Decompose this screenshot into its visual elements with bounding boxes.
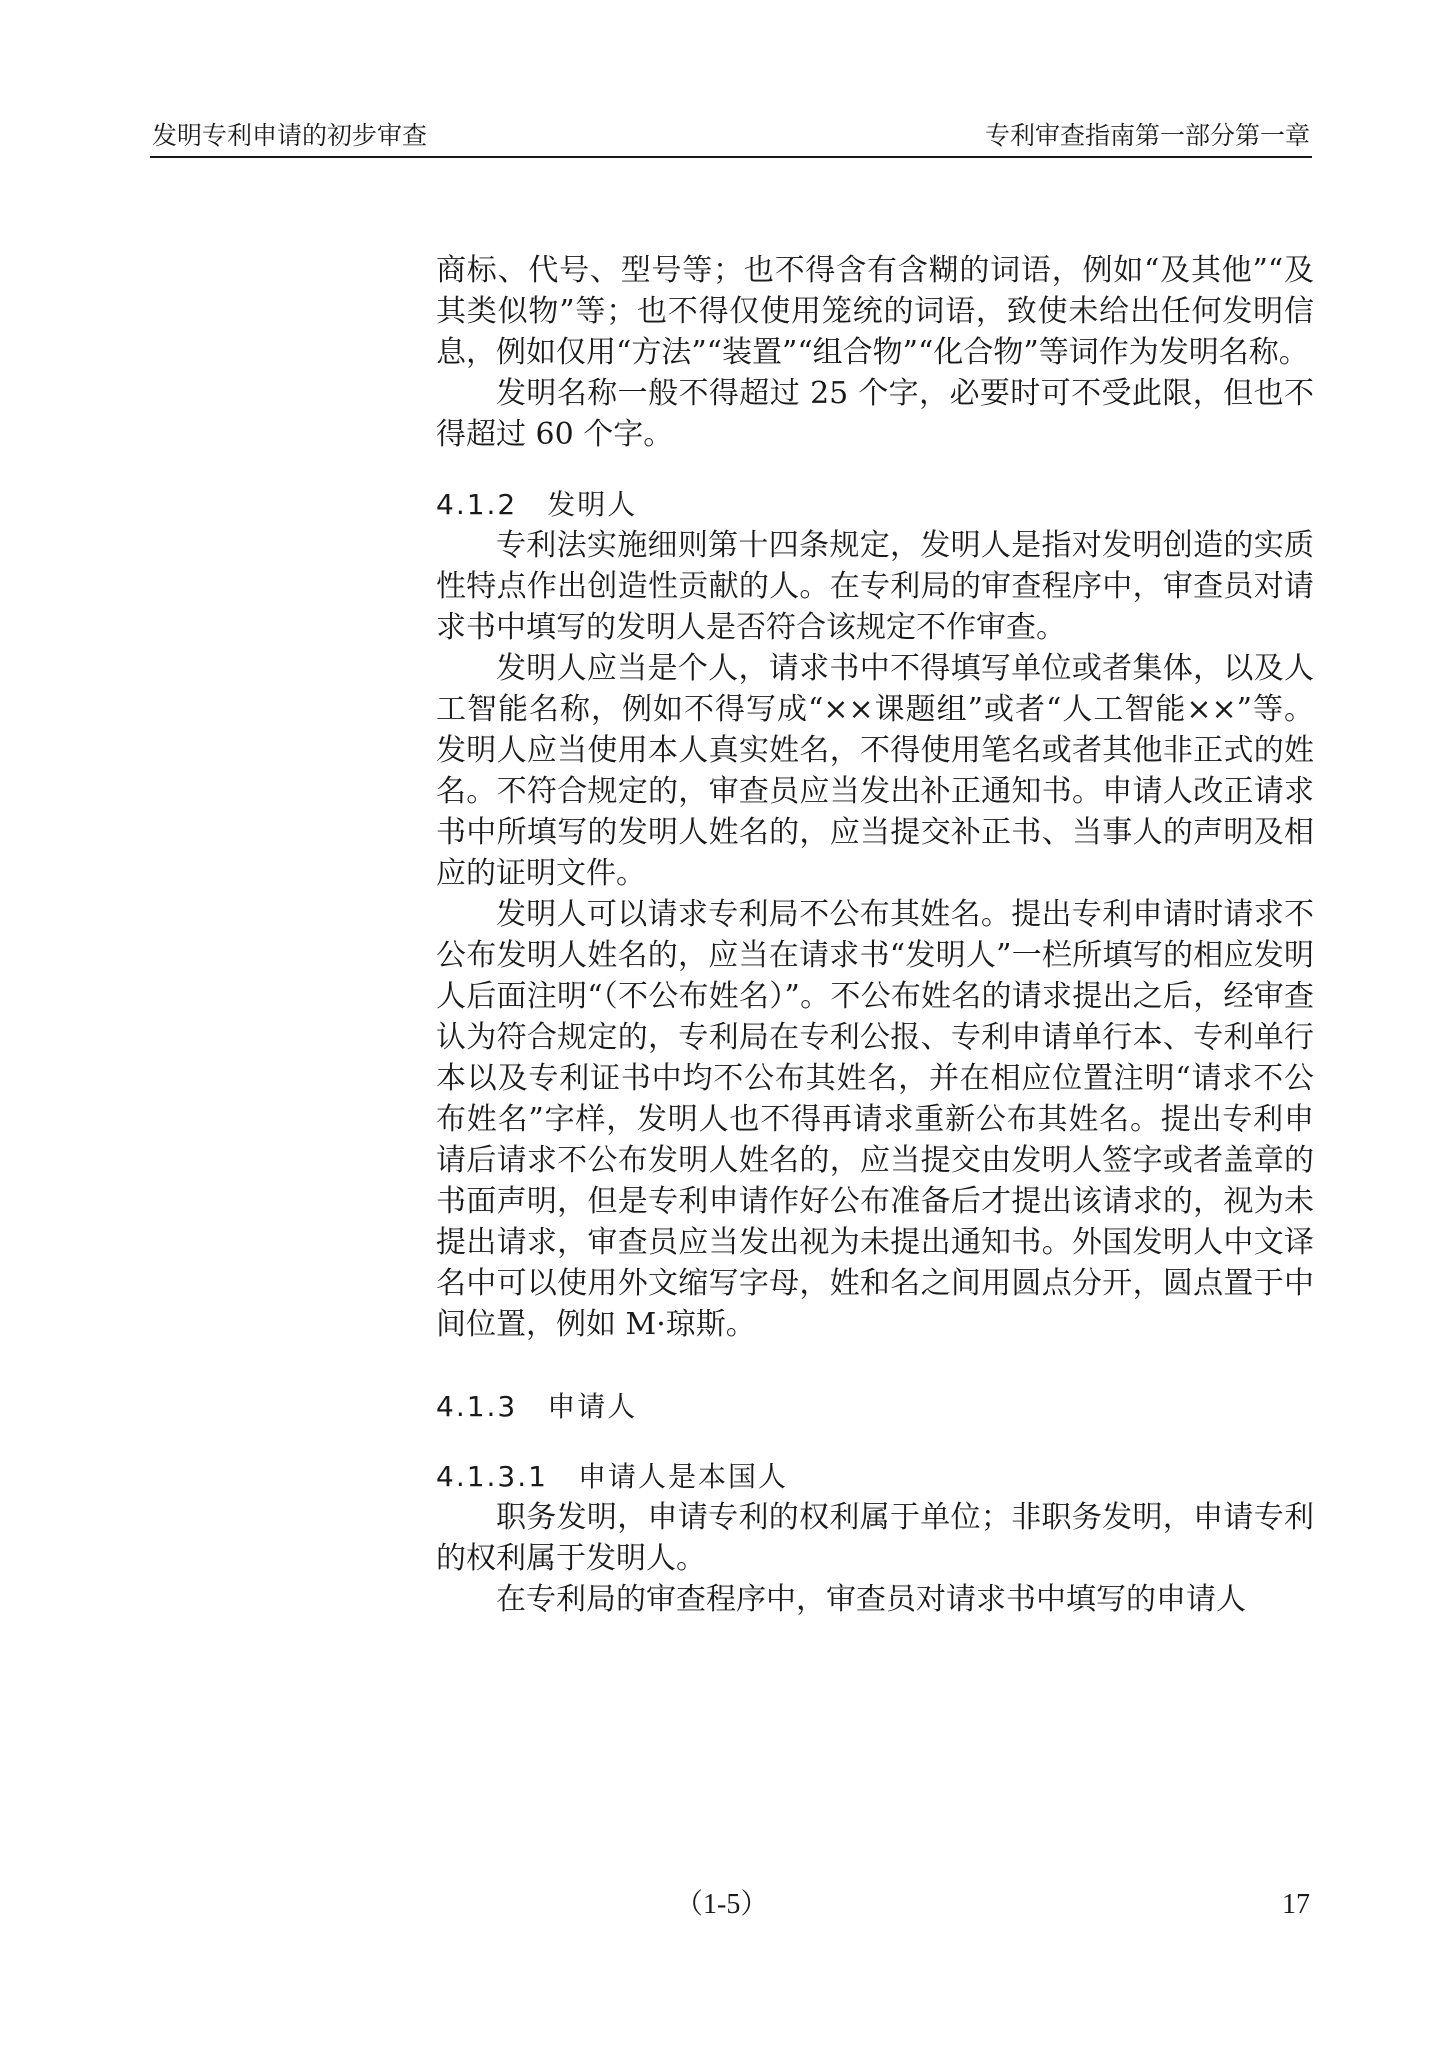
paragraph-inventor-name-withheld: 发明人可以请求专利局不公布其姓名。提出专利申请时请求不公布发明人姓名的，应当在请求书“发明人”一栏所填写的相应发明人后面注明“（不公布姓名）”。不公布姓名的请求提出之后，经审查认为符合规定的，专利局在专利公报、专利申请单行本、专利单行本以及专利证书中均不公布其姓名，并在相应位置注明“请求不公布姓名”字样，发明人也不得再请求重新公布其姓名。提出专利申请后请求不公布发明人姓名的，应当提交由发明人签字或者盖章的书面声明，但是专利申请作好公布准备后才提出该请求的，视为未提出请求，审查员应当发出视为未提出通知书。外国发明人中文译名中可以使用外文缩写字母，姓和名之间用圆点分开，圆点置于中间位置，例如 M·琼斯。 (436, 897, 1314, 1342)
main-content (436, 250, 1314, 1620)
header-guide-section: 专利审查指南第一部分第一章 (984, 121, 1310, 150)
paragraph-continued: 商标、代号、型号等；也不得含有含糊的词语，例如“及其他”“及其类似物”等；也不得仅使用笼统的词语，致使未给出任何发明信息，例如仅用“方法”“装置”“组合物”“化合物”等词作为发明名称。 (436, 253, 1314, 370)
section-title: 申请人是本国人 (577, 1460, 788, 1493)
paragraph-service-invention: 职务发明，申请专利的权利属于单位；非职务发明，申请专利的权利属于发明人。 (436, 1500, 1314, 1576)
section-title: 发明人 (547, 488, 638, 521)
paragraph-inventor-definition: 专利法实施细则第十四条规定，发明人是指对发明创造的实质性特点作出创造性贡献的人。在专利局的审查程序中，审查员对请求书中填写的发明人是否符合该规定不作审查。 (436, 528, 1314, 645)
section-title: 申请人 (547, 1390, 638, 1423)
paragraph-applicant-review: 在专利局的审查程序中，审查员对请求书中填写的申请人 (496, 1582, 1246, 1617)
section-heading-4-1-3 (436, 1386, 1314, 1427)
section-number: 4.1.3 (436, 1390, 518, 1423)
paragraph-inventor-individual: 发明人应当是个人，请求书中不得填写单位或者集体，以及人工智能名称，例如不得写成“××课题组”或者“人工智能××”等。发明人应当使用本人真实姓名，不得使用笔名或者其他非正式的姓名。不符合规定的，审查员应当发出补正通知书。申请人改正请求书中所填写的发明人姓名的，应当提交补正书、当事人的声明及相应的证明文件。 (436, 651, 1314, 891)
section-number: 4.1.2 (436, 488, 518, 521)
paragraph-name-length: 发明名称一般不得超过 25 个字，必要时可不受此限，但也不得超过 60 个字。 (436, 376, 1314, 452)
header-rule (150, 156, 1312, 158)
section-heading-4-1-2 (436, 484, 1314, 525)
section-number: 4.1.3.1 (436, 1460, 548, 1493)
section-heading-4-1-3-1 (436, 1456, 1314, 1497)
running-header (152, 118, 1310, 154)
footer-section-page: （1-5） (675, 1889, 769, 1920)
header-chapter-title: 发明专利申请的初步审查 (152, 121, 428, 150)
footer-page-number: 17 (1282, 1889, 1310, 1920)
